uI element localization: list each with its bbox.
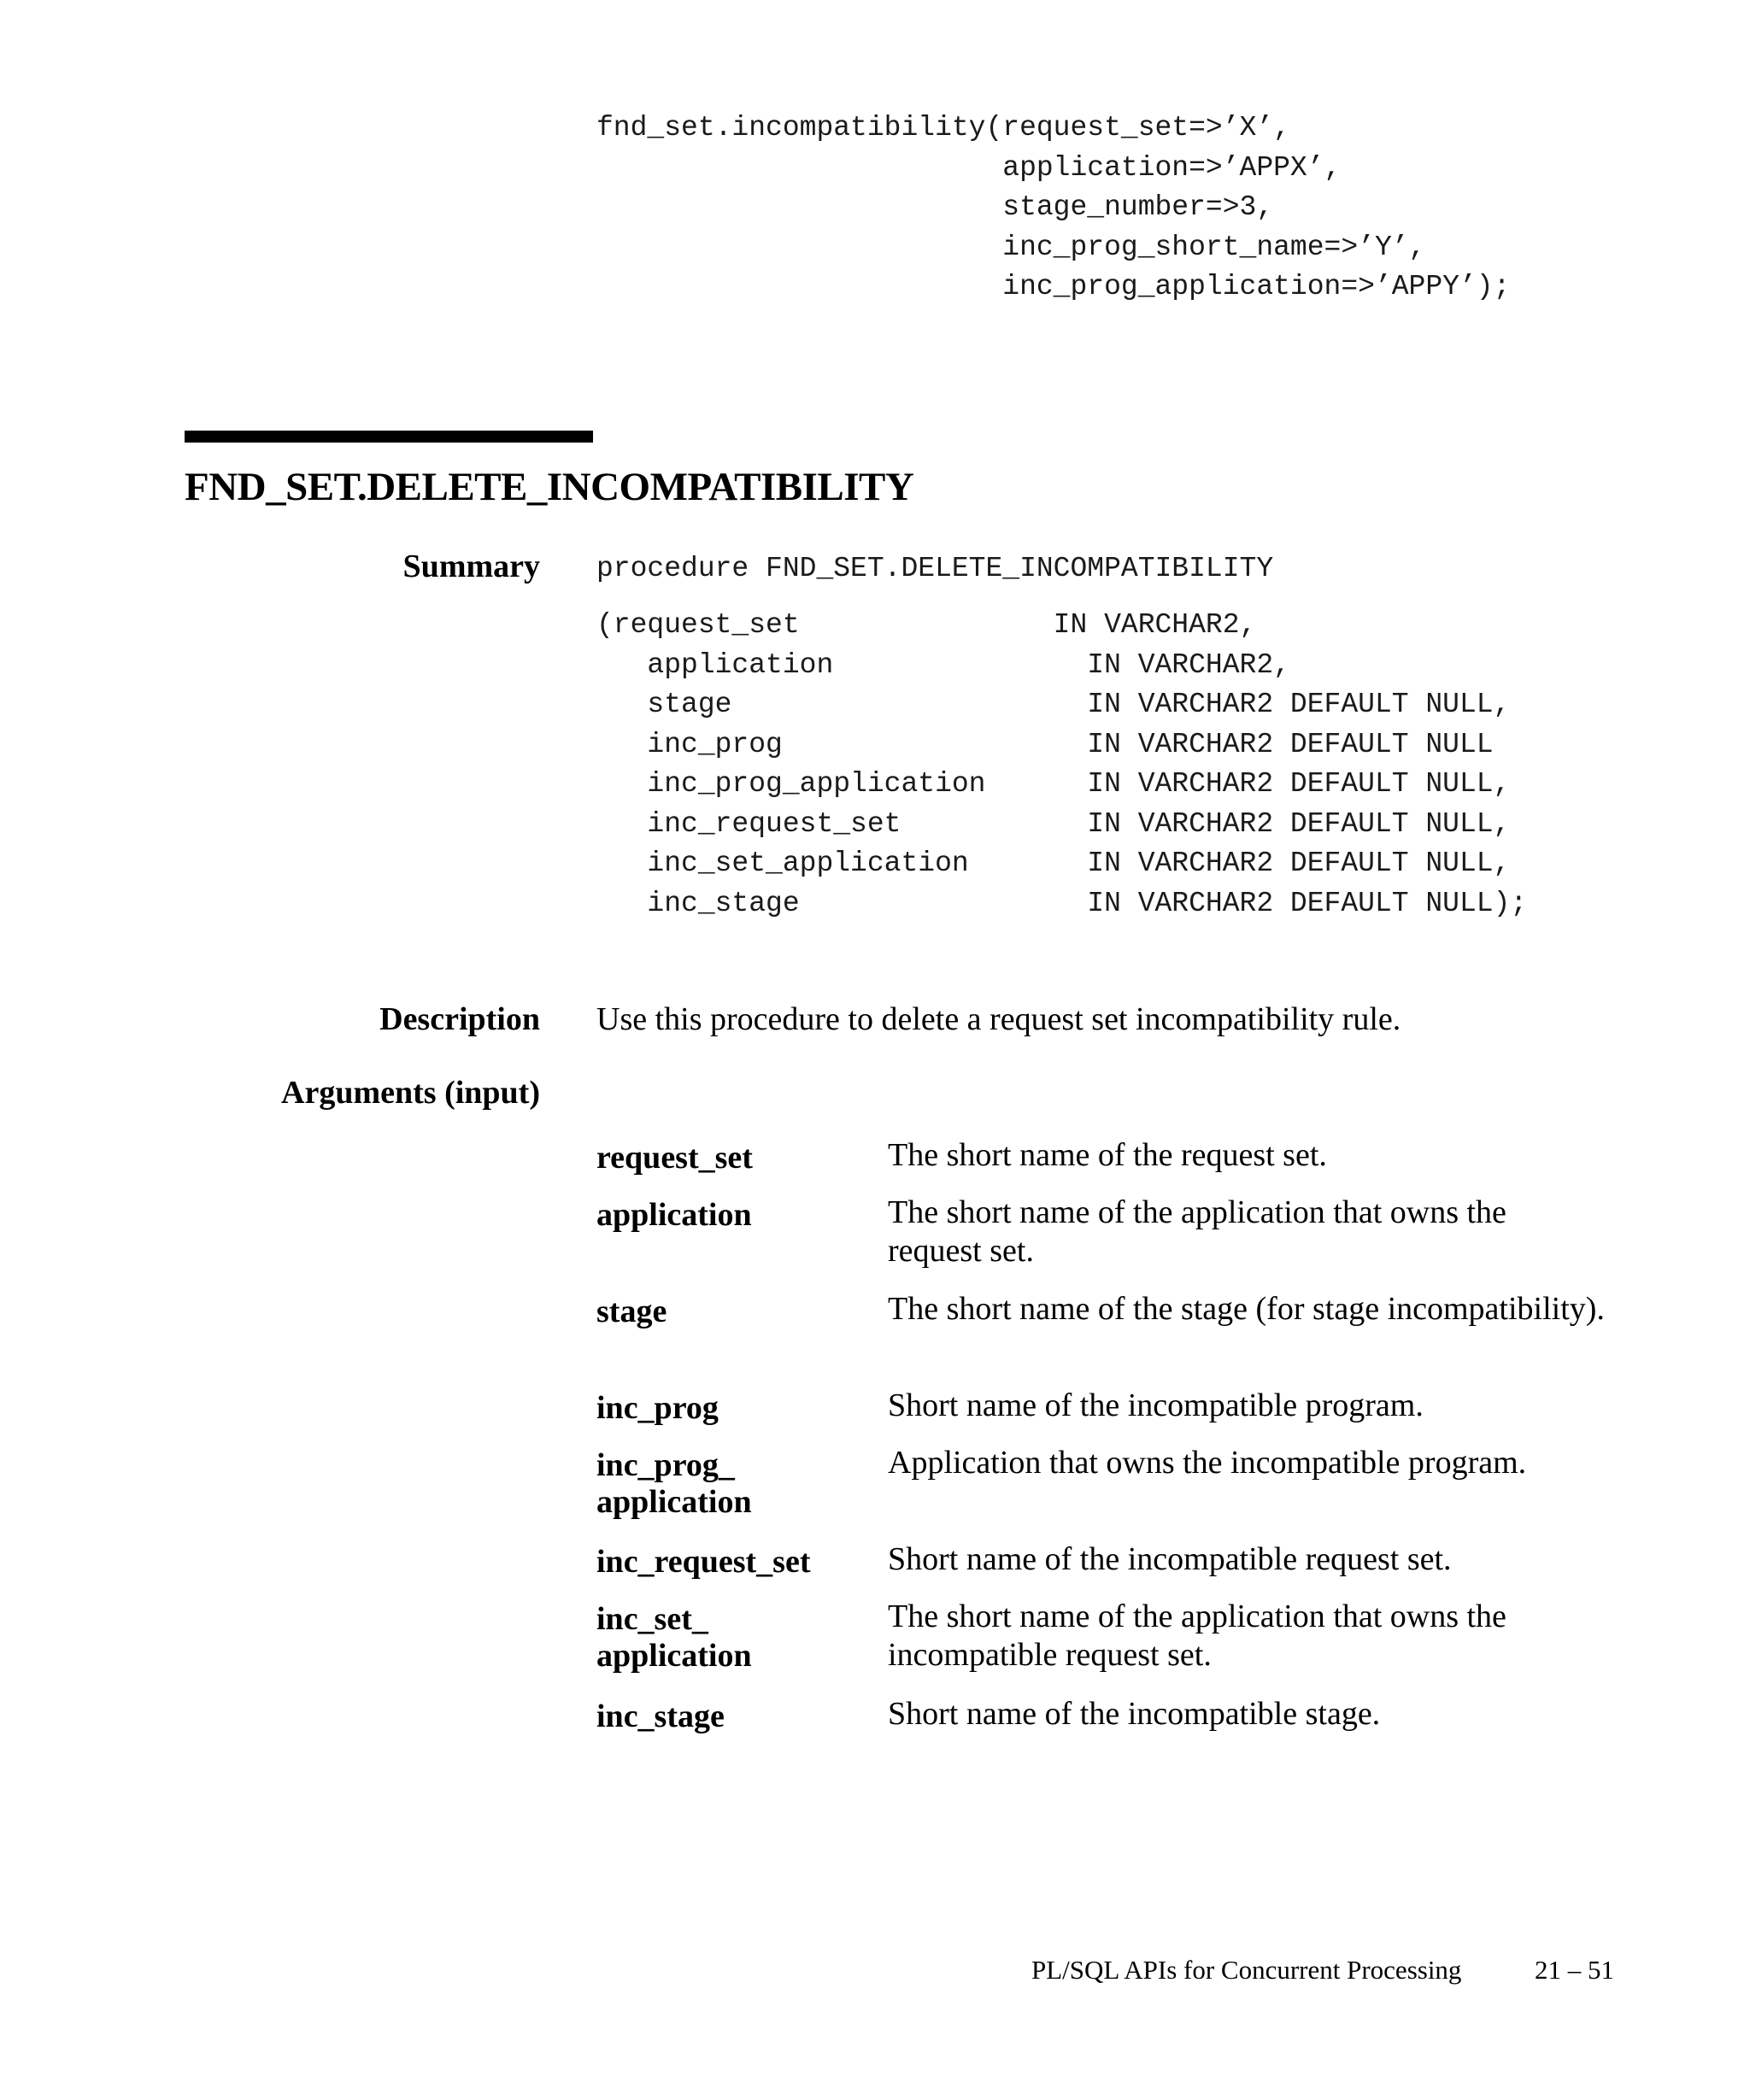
description-label: Description bbox=[379, 1001, 540, 1037]
description-text: Use this procedure to delete a request set incompatibility rule. bbox=[596, 1001, 1401, 1037]
argument-description: Short name of the incompatible stage. bbox=[888, 1696, 1381, 1732]
section-rule bbox=[185, 431, 593, 443]
argument-description: Short name of the incompatible request set. bbox=[888, 1541, 1452, 1577]
argument-name: inc_request_set bbox=[596, 1544, 811, 1580]
argument-description: The short name of the stage (for stage incompatibility). bbox=[888, 1291, 1605, 1327]
argument-name: inc_set_ application bbox=[596, 1601, 752, 1674]
argument-description: The short name of the application that owns the incompatible request set. bbox=[888, 1598, 1506, 1673]
procedure-parameters: (request_set IN VARCHAR2, application IN VARCHAR2, stage IN VARCHAR2 DEFAULT NULL, inc_prog IN VARCHAR2 DEFAULT NULL inc_prog_application IN VARCHAR2 DEFAULT NULL, inc_request_set IN VARCHAR2 DEFAULT NULL, inc_set_application IN VARCHAR2 DEFAULT NULL, inc_stage IN VARCHAR2 DEFAULT NULL); bbox=[596, 609, 1528, 919]
arguments-label: Arguments (input) bbox=[281, 1075, 540, 1111]
argument-description: Short name of the incompatible program. bbox=[888, 1387, 1424, 1423]
argument-name: inc_stage bbox=[596, 1698, 725, 1734]
section-title: FND_SET.DELETE_INCOMPATIBILITY bbox=[185, 465, 914, 509]
page-number: 21 – 51 bbox=[1535, 1955, 1614, 1985]
argument-name: inc_prog_ application bbox=[596, 1447, 752, 1520]
argument-description: Application that owns the incompatible program. bbox=[888, 1445, 1527, 1481]
argument-name: inc_prog bbox=[596, 1390, 719, 1426]
argument-name: stage bbox=[596, 1293, 667, 1329]
argument-name: request_set bbox=[596, 1140, 753, 1176]
footer-title: PL/SQL APIs for Concurrent Processing bbox=[1031, 1955, 1462, 1985]
argument-description: The short name of the request set. bbox=[888, 1137, 1327, 1173]
argument-description: The short name of the application that owns the request set. bbox=[888, 1194, 1506, 1269]
argument-name: application bbox=[596, 1197, 752, 1233]
code-example: fnd_set.incompatibility(request_set=>’X’, application=>’APPX’, stage_number=>3, inc_prog_short_name=>’Y’, inc_prog_application=>’APPY’); bbox=[596, 112, 1511, 302]
procedure-signature: procedure FND_SET.DELETE_INCOMPATIBILITY bbox=[596, 553, 1274, 584]
summary-label: Summary bbox=[402, 548, 540, 584]
